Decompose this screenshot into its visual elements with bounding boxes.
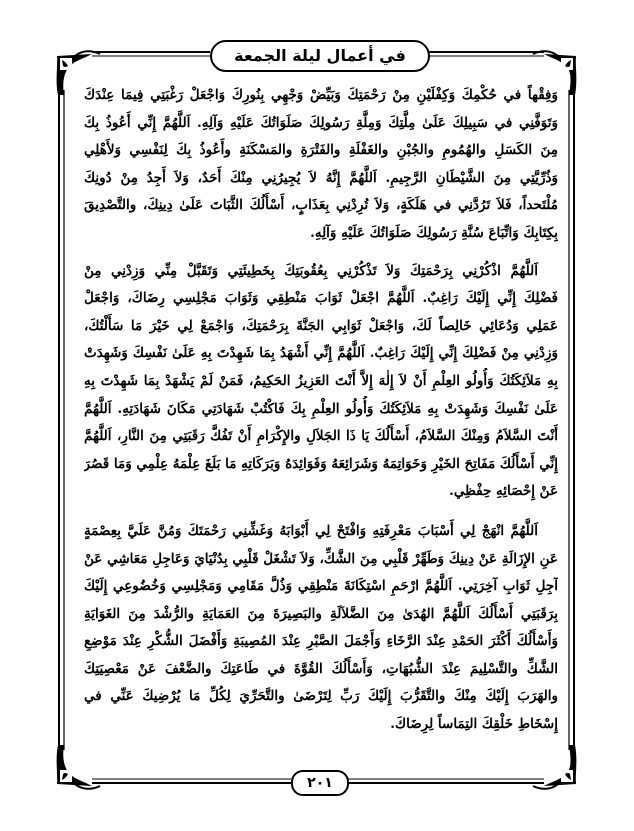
text-line: إِنِّي أَسْأَلُكَ مَفَاتِحَ الخَيْرِ وَخَوَاتِمَهُ وَشَرَائِعَهُ وَفَوَائِدَهُ وَبَرَكَاتِهِ مَا بَلَغَ عِلْمَهُ عِلْمِي وَمَا قَصُرَ [84,455,558,472]
text-line: بِرَقَبَتِي أَسْأَلُكَ اَللَّهُمَّ الهُدَىٰ مِنَ الضَّلاَلَةِ والبَصِيرَةَ مِنَ العَمَايَةِ والرُّشْدَ مِنَ الغَوَايَةِ [84,605,558,622]
text-line: عَنْ إِحْصَائِهِ حِفْظِي. [449,483,558,500]
text-line: اَللَّهُمَّ اذْكُرْنِي بِرَحْمَتِكَ وَلاَ تَذْكُرْنِي بِعُقُوبَتِكَ بِخَطِيئَتِي وَتَقَبَّلْ مِنِّي وَزِدْنِي مِنْ [84,262,538,279]
text-line: بِكِتَابِكَ وَاتِّبَاعَ سُنَّةِ رَسُولِكَ صَلَوَاتُكَ عَلَيْهِ وَآلِهِ. [310,224,558,241]
paragraph-3 [84,518,558,739]
text-line: مُلْتَحداً، فَلاَ تَرُدَّنِي في هَلَكَةٍ، وَلاَ تُرِدْنِي بِعَذَابٍ، أَسْأَلُكَ الثَّبَاتَ عَلَىٰ دِينِكَ، والتَّصْدِيقَ [84,197,558,214]
page-number-badge [291,770,349,796]
chapter-title: في أعمال ليلة الجمعة [234,46,406,65]
text-line: والهَرَبَ إِلَيْكَ مِنْكَ والتَّقَرُّبَ إِلَيْكَ رَبِّ لِتَرْضَىٰ والتَّحَرِّيَ لِكُلِّ مَا يُرْضِيكَ عَنِّي في [84,688,558,705]
chapter-header [210,40,430,72]
text-line: عَلَىٰ نَفْسِكَ وَشَهِدَتْ بِهِ مَلاَئِكَتُكَ وَأُولُو العِلْمِ بِكَ فَاكْتُبْ شَهَادَتِي مَكَانَ شَهَادَتِهِ. اَللَّهُمَّ [84,400,558,417]
right-border-rule [569,90,574,750]
text-line: وَأَسْأَلُكَ أَكْثَرَ الحَمْدِ عِنْدَ الرَّخَاءِ وَأَجْمَلَ الصَّبْرِ عِنْدَ المُصِيبَةِ وَأَفْضَلَ الشُّكْرِ عِنْدَ مَوْضِعِ [84,633,558,650]
text-line: الشَّكِّ والتَّسْلِيمَ عِنْدَ الشُّبُهَاتِ، وَأَسْأَلُكَ القُوَّةَ في طَاعَتِكَ والضَّعْفَ عَنْ مَعْصِيَتِكَ [84,660,558,677]
text-line: مِنَ الكَسَلِ والهُمُومِ والجُبْنِ والغَفْلَةِ والفَتْرَةِ والمَسْكَنَةِ وأَعُوذُ بِكَ لِنَفْسِي وَلأَهْلِي [84,142,558,159]
text-line: عَنِ الإِزَالَةِ عَنْ دِينِكَ وَطَهِّرْ قَلْبِي مِنَ الشَّكِّ، وَلاَ تَشْغَلْ قَلْبِي بِدُنْيَايَ وَعَاجِلِ مَعَاشِي عَنْ [84,550,558,567]
text-line: عَمَلِي وَدُعَائِي خَالِصاً لَكَ، وَاجْعَلْ ثَوَابِي الجَنَّةَ بِرَحْمَتِكَ، وَاجْمَعْ لِي خَيْرَ مَا سَأَلْتُكَ، [84,317,558,334]
page-body-text [84,82,558,739]
left-border-rule [59,90,64,750]
text-line: فَضْلِكَ إِنِّي إِلَيْكَ رَاغِبٌ. اَللَّهُمَّ اجْعَلْ ثَوَابَ مَنْطِقِي وَثَوَابَ مَجْلِسِي رِضَاكَ، وَاجْعَلْ [84,290,558,307]
text-line: أَنْتَ السَّلاَمُ وَمِنْكَ السَّلاَمُ، أَسْأَلُكَ يَا ذَا الجَلاَلِ والإِكْرَامِ أَنْ تَفُكَّ رَقَبَتِي مِنَ النَّارِ، اَللَّهُمَّ [84,428,558,445]
page-number: ٢٠١ [307,775,333,791]
text-line: إِسْخَاطِ خَلْقِكَ التِمَاساً لِرِضَاكَ. [390,716,558,733]
text-line: وَذُرِّيَّتِي مِنَ الشَّيْطَانِ الرَّجِيمِ. اَللَّهُمَّ إِنَّهُ لاَ يُجِيرُنِي مِنْكَ أَحَدٌ، وَلاَ أَجِدُ مِنْ دُونِكَ [84,169,558,186]
text-line: اَللَّهُمَّ انْهَجْ لِي أَسْبَابَ مَعْرِفَتِهِ وَافْتَحْ لِي أَبْوَابَهُ وَغَشِّنِي رَحْمَتَكَ وَمُنَّ عَلَيَّ بِعِصْمَةٍ [84,522,538,539]
text-line: وَفِقْهاً في حُكْمِكَ وَكِفْلَيْنِ مِنْ رَحْمَتِكَ وَبَيِّضْ وَجْهِي بِنُورِكَ وَاجْعَلْ رَغْبَتِي فِيمَا عِنْدَكَ [84,87,558,103]
text-line: آجِلِ ثَوَابِ آخِرَتِي. اَللَّهُمَّ ارْحَمِ اسْتِكَانَةَ مَنْطِقِي وَذُلَّ مَقَامِي وَمَجْلِسِي وَخُضُوعِي إِلَيْكَ [84,578,558,595]
text-line: وَتَوَفَّنِي في سَبِيلِكَ عَلَىٰ مِلَّتِكَ وَمِلَّةِ رَسُولِكَ صَلَوَاتُكَ عَلَيْهِ وَآلِهِ. اَللَّهُمَّ إِنِّي أَعُوذُ بِكَ [84,114,558,131]
paragraph-2 [84,258,558,506]
text-line: بِهِ مَلاَئِكَتُكَ وَأُولُو العِلْمِ أَنْ لاَ إِلٰهَ إِلاَّ أَنْتَ العَزِيزُ الحَكِيمُ، فَمَنْ لَمْ يَشْهَدْ بِمَا شَهِدْتَ بِهِ [84,372,558,389]
paragraph-1 [84,82,558,248]
text-line: وَزِدْنِي مِنْ فَضْلِكَ إِنِّي إِلَيْكَ رَاغِبٌ. اَللَّهُمَّ إِنِّي أَشْهَدُ بِمَا شَهِدْتَ بِهِ عَلَىٰ نَفْسِكَ وَشَهِدَتْ [84,345,558,362]
